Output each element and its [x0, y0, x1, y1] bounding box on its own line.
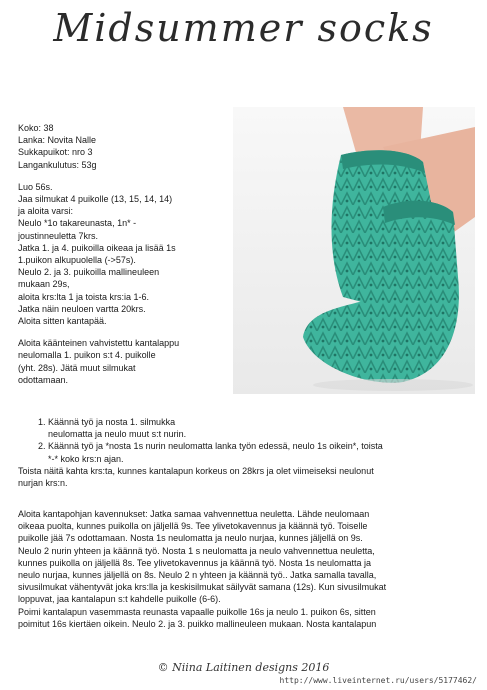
- text-line: ja aloita varsi:: [18, 206, 74, 217]
- text-line: odottamaan.: [18, 374, 69, 385]
- text-line: Jatka 1. ja 4. puikoilla oikeaa ja lisää 1s: [18, 242, 176, 253]
- text-line: Jaa silmukat 4 puikolle (13, 15, 14, 14): [18, 194, 173, 205]
- text-line: Neulo *1o takareunasta, 1n* -: [18, 218, 137, 229]
- text-line: neulo nurjaa, kunnes jäljellä on 8s. Neulo 2 n yhteen ja käännä työ.. Jatka samalla tavalla,: [18, 570, 377, 581]
- steps-list: [18, 416, 473, 465]
- step-text: neulomatta ja neulo muut s:t nurin.: [48, 429, 187, 440]
- text-line: mukaan 29s,: [18, 279, 70, 290]
- text-line: Poimi kantalapun vasemmasta reunasta vapaalle puikolle 16s ja neulo 1. puikon 6s, sitten: [18, 606, 376, 617]
- text-line: neulomalla 1. puikon s:t 4. puikolle: [18, 350, 156, 361]
- heel-turn-paragraph: [18, 508, 473, 630]
- text-line: Neulo 2. ja 3. puikoilla mallineuleen: [18, 267, 160, 278]
- text-line: Neulo 2 nurin yhteen ja käännä työ. Nosta 1 s neulomatta ja neulo vahvennettua neuletta,: [18, 545, 375, 556]
- text-line: Aloita käänteinen vahvistettu kantalappu: [18, 338, 180, 349]
- text-line: sivusilmukat vähentyvät joka krs:lla ja keskisilmukat säilyvät samana (12s). Kun sivusilmukat: [18, 582, 387, 593]
- text-line: oikeaa puolta, kunnes puikolla on jäljellä 9s. Tee ylivetokavennus ja käännä työ. Toiselle: [18, 521, 368, 532]
- list-item: [48, 440, 473, 464]
- consumption-line: Langankulutus: 53g: [18, 159, 97, 170]
- text-line: Aloita sitten kantapää.: [18, 316, 107, 327]
- text-line: Jatka näin neuloen vartta 20krs.: [18, 303, 146, 314]
- text-line: nurjan krs:n.: [18, 478, 68, 489]
- text-line: (yht. 28s). Jätä muut silmukat: [18, 362, 136, 373]
- text-line: kunnes puikolla on jäljellä 8s. Tee ylivetokavennus ja käännä työ. Nosta 1s neulomatta ja: [18, 557, 372, 568]
- text-line: joustinneuletta 7krs.: [18, 230, 99, 241]
- text-line: Toista näitä kahta krs:ta, kunnes kantalapun korkeus on 28krs ja olet viimeiseksi neulonut: [18, 465, 374, 476]
- text-line: Luo 56s.: [18, 181, 53, 192]
- pattern-title: Midsummer socks: [53, 6, 434, 50]
- text-line: Aloita kantapohjan kavennukset: Jatka samaa vahvennettua neuletta. Lähde neulomaan: [18, 509, 370, 519]
- text-line: 1.puikon alkupuolella (->57s).: [18, 255, 136, 266]
- text-line: poimitut 16s kiertäen oikein. Neulo 2. ja 3. puikko mallineuleen mukaan. Nosta kantalapun: [18, 618, 377, 629]
- text-line: aloita krs:lta 1 ja toista krs:ia 1-6.: [18, 291, 150, 302]
- step-text: Käännä työ ja nosta 1. silmukka: [48, 417, 176, 427]
- sock-photo: [233, 107, 475, 394]
- step-text: *-* koko krs:n ajan.: [48, 453, 124, 464]
- yarn-line: Lanka: Novita Nalle: [18, 135, 97, 146]
- text-line: puikolle jää 7s odottamaan. Nosta 1s neulomatta ja neulo nurjaa, kunnes jäljellä on 9s.: [18, 533, 363, 544]
- designer-credit: © Niina Laitinen designs 2016: [157, 661, 330, 674]
- watermark-url: http://www.liveinternet.ru/users/5177462/: [279, 676, 477, 685]
- needles-line: Sukkapuikot: nro 3: [18, 147, 93, 158]
- pattern-info: [18, 122, 228, 386]
- heel-flap-steps: [18, 416, 473, 489]
- list-item: [48, 416, 473, 440]
- size-line: Koko: 38: [18, 123, 54, 133]
- text-line: loppuvat, jaa kantalapun s:t kahdelle puikolle (6-6).: [18, 594, 221, 605]
- step-text: Käännä työ ja *nosta 1s nurin neulomatta lanka työn edessä, neulo 1s oikein*, toista: [48, 441, 383, 452]
